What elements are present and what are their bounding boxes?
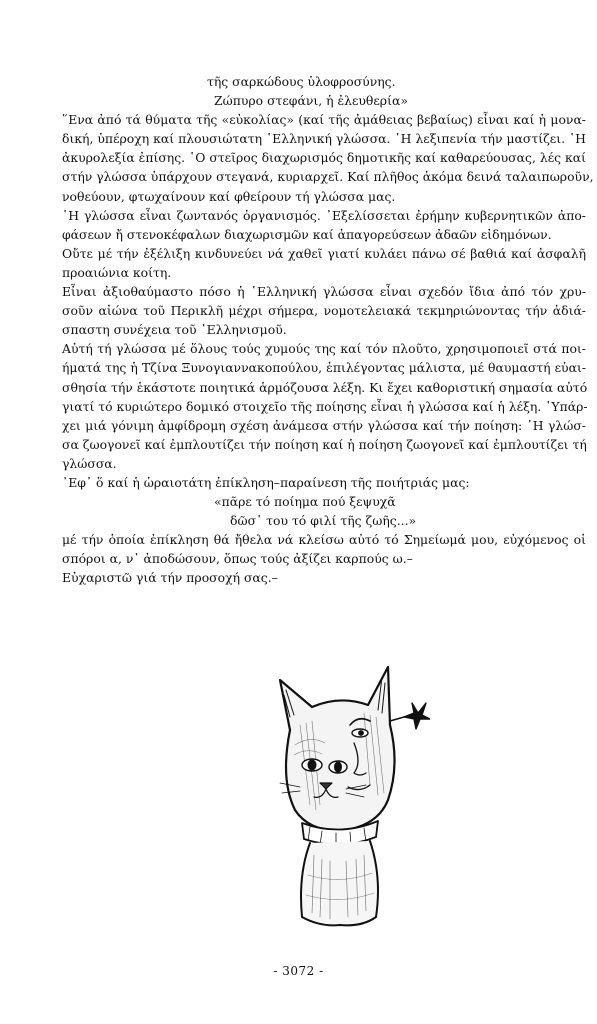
text-line: γλώσσα. <box>62 455 117 471</box>
text-line: σπόροι α, ν᾿ ἀποδώσουν, ὅπως τούς ἀξίζει καρπούς ω.– <box>62 551 413 567</box>
paragraph <box>62 530 586 568</box>
cat-face-illustration <box>250 655 430 935</box>
text-line: σοῦν αἰώνα τοῦ Περικλῆ μέχρι σήμερα, νομοτελειακά τεκμηριώνοντας τήν ἀδιά- <box>62 303 586 319</box>
page-number: - 3072 - <box>273 964 324 978</box>
paragraph <box>62 282 586 339</box>
body-text <box>62 72 594 588</box>
text-line: σθησία τήν ἑκάστοτε ποιητικά ἁρμόζουσα λέξη. Κι ἔχει καθοριστική σημασία αὐτό <box>62 379 588 395</box>
text-line: ῾Η γλώσσα εἶναι ζωντανός ὀργανισμός. ᾿Εξελίσσεται ἐρήμην κυβερνητικῶν ἀπο- <box>62 207 586 223</box>
verse-line: δῶσ᾿ του τό φιλί τῆς ζωῆς...» <box>230 513 417 529</box>
text-line: φάσεων ἤ στενοκέφαλων διαχωρισμῶν καί ἀπαγορεύσεων ἀδαῶν εἰδημόνων. <box>62 226 552 242</box>
text-line: στήν γλώσσα ὑπάρχουν στεγανά, κυριαρχεῖ. Καί πλῆθος ἀκόμα δεινά ταλαιπωροῦν, <box>62 169 594 185</box>
text-line: Αὐτή τή γλώσσα μέ ὅλους τούς χυμούς της καί τόν πλοῦτο, χρησιμοποιεῖ στά ποι- <box>62 341 586 357</box>
text-line: δική, ὑπέροχη καί πλουσιώτατη ῾Ελληνική γλώσσα. ῾Η λεξιπενία τήν μαστίζει. ῾Η <box>62 131 586 147</box>
paragraph <box>62 339 586 473</box>
paragraph <box>62 110 594 205</box>
text-line: ᾿Εφ᾿ ὅ καί ἡ ὡραιοτάτη ἐπίκληση–παραίνεση τῆς ποιήτριάς μας: <box>62 474 470 490</box>
verse-line: «πᾶρε τό ποίημα πού ξεψυχᾶ <box>214 494 396 510</box>
paragraph <box>62 206 586 244</box>
paragraph <box>62 568 586 587</box>
text-line: ήματά της ἡ Τζίνα Ξυνογιαννακοπούλου, ἐπιλέγοντας μάλιστα, μέ θαυμαστή εὐαι- <box>62 360 586 376</box>
paragraph <box>62 473 586 492</box>
text-line: Οὔτε μέ τήν ἐξέλιξη κινδυνεύει νά χαθεῖ γιατί κυλάει πάνω σέ βαθιά καί ἀσφαλῆ <box>62 245 586 261</box>
text-line: Εὐχαριστῶ γιά τήν προσοχή σας.– <box>62 570 278 586</box>
text-line: χει μιά γόνιμη ἀμφίδρομη σχέση ἀνάμεσα στήν γλώσσα καί τήν ποίηση: ῾Η γλώσ- <box>62 417 586 433</box>
verse-line: τῆς σαρκώδους ὑλοφροσύνης. <box>207 74 396 89</box>
text-line: σα ζωογονεῖ καί ἐμπλουτίζει τήν ποίηση καί ἡ ποίηση ζωογονεῖ καί ἐμπλουτίζει τή <box>62 436 587 452</box>
text-line: σπαστη συνέχεια τοῦ ῾Ελληνισμοῦ. <box>62 322 287 338</box>
text-line: μέ τήν ὁποία ἐπίκληση θά ἤθελα νά κλείσω αὐτό τό Σημείωμά μου, εὐχόμενος οἱ <box>62 532 586 548</box>
text-line: ἀκυρολεξία ἐπίσης. ῾Ο στεῖρος διαχωρισμός δημοτικῆς καί καθαρεύουσας, λές καί <box>62 150 586 166</box>
verse-line: Ζώπυρο στεφάνι, ἡ ἐλευθερία» <box>214 93 408 109</box>
paragraph <box>62 244 586 282</box>
text-line: νοθεύουν, φτωχαίνουν καί φθείρουν τή γλώσσα μας. <box>62 188 396 204</box>
text-line: Εἶναι ἀξιοθαύμαστο πόσο ἡ ῾Ελληνική γλώσσα εἶναι σχεδόν ἴδια ἀπό τόν χρυ- <box>62 284 586 300</box>
text-line: προαιώνια κοίτη. <box>62 264 172 280</box>
text-line: γιατί τό κυριώτερο δομικό στοιχεῖο τῆς ποίησης εἶναι ἡ γλώσσα καί ἡ λέξη. ῾Υπάρ- <box>62 398 588 414</box>
text-line: ῞Ενα ἀπό τά θύματα τῆς «εὐκολίας» (καί τῆς ἀμάθειας βεβαίως) εἶναι καί ἡ μονα- <box>62 112 586 128</box>
